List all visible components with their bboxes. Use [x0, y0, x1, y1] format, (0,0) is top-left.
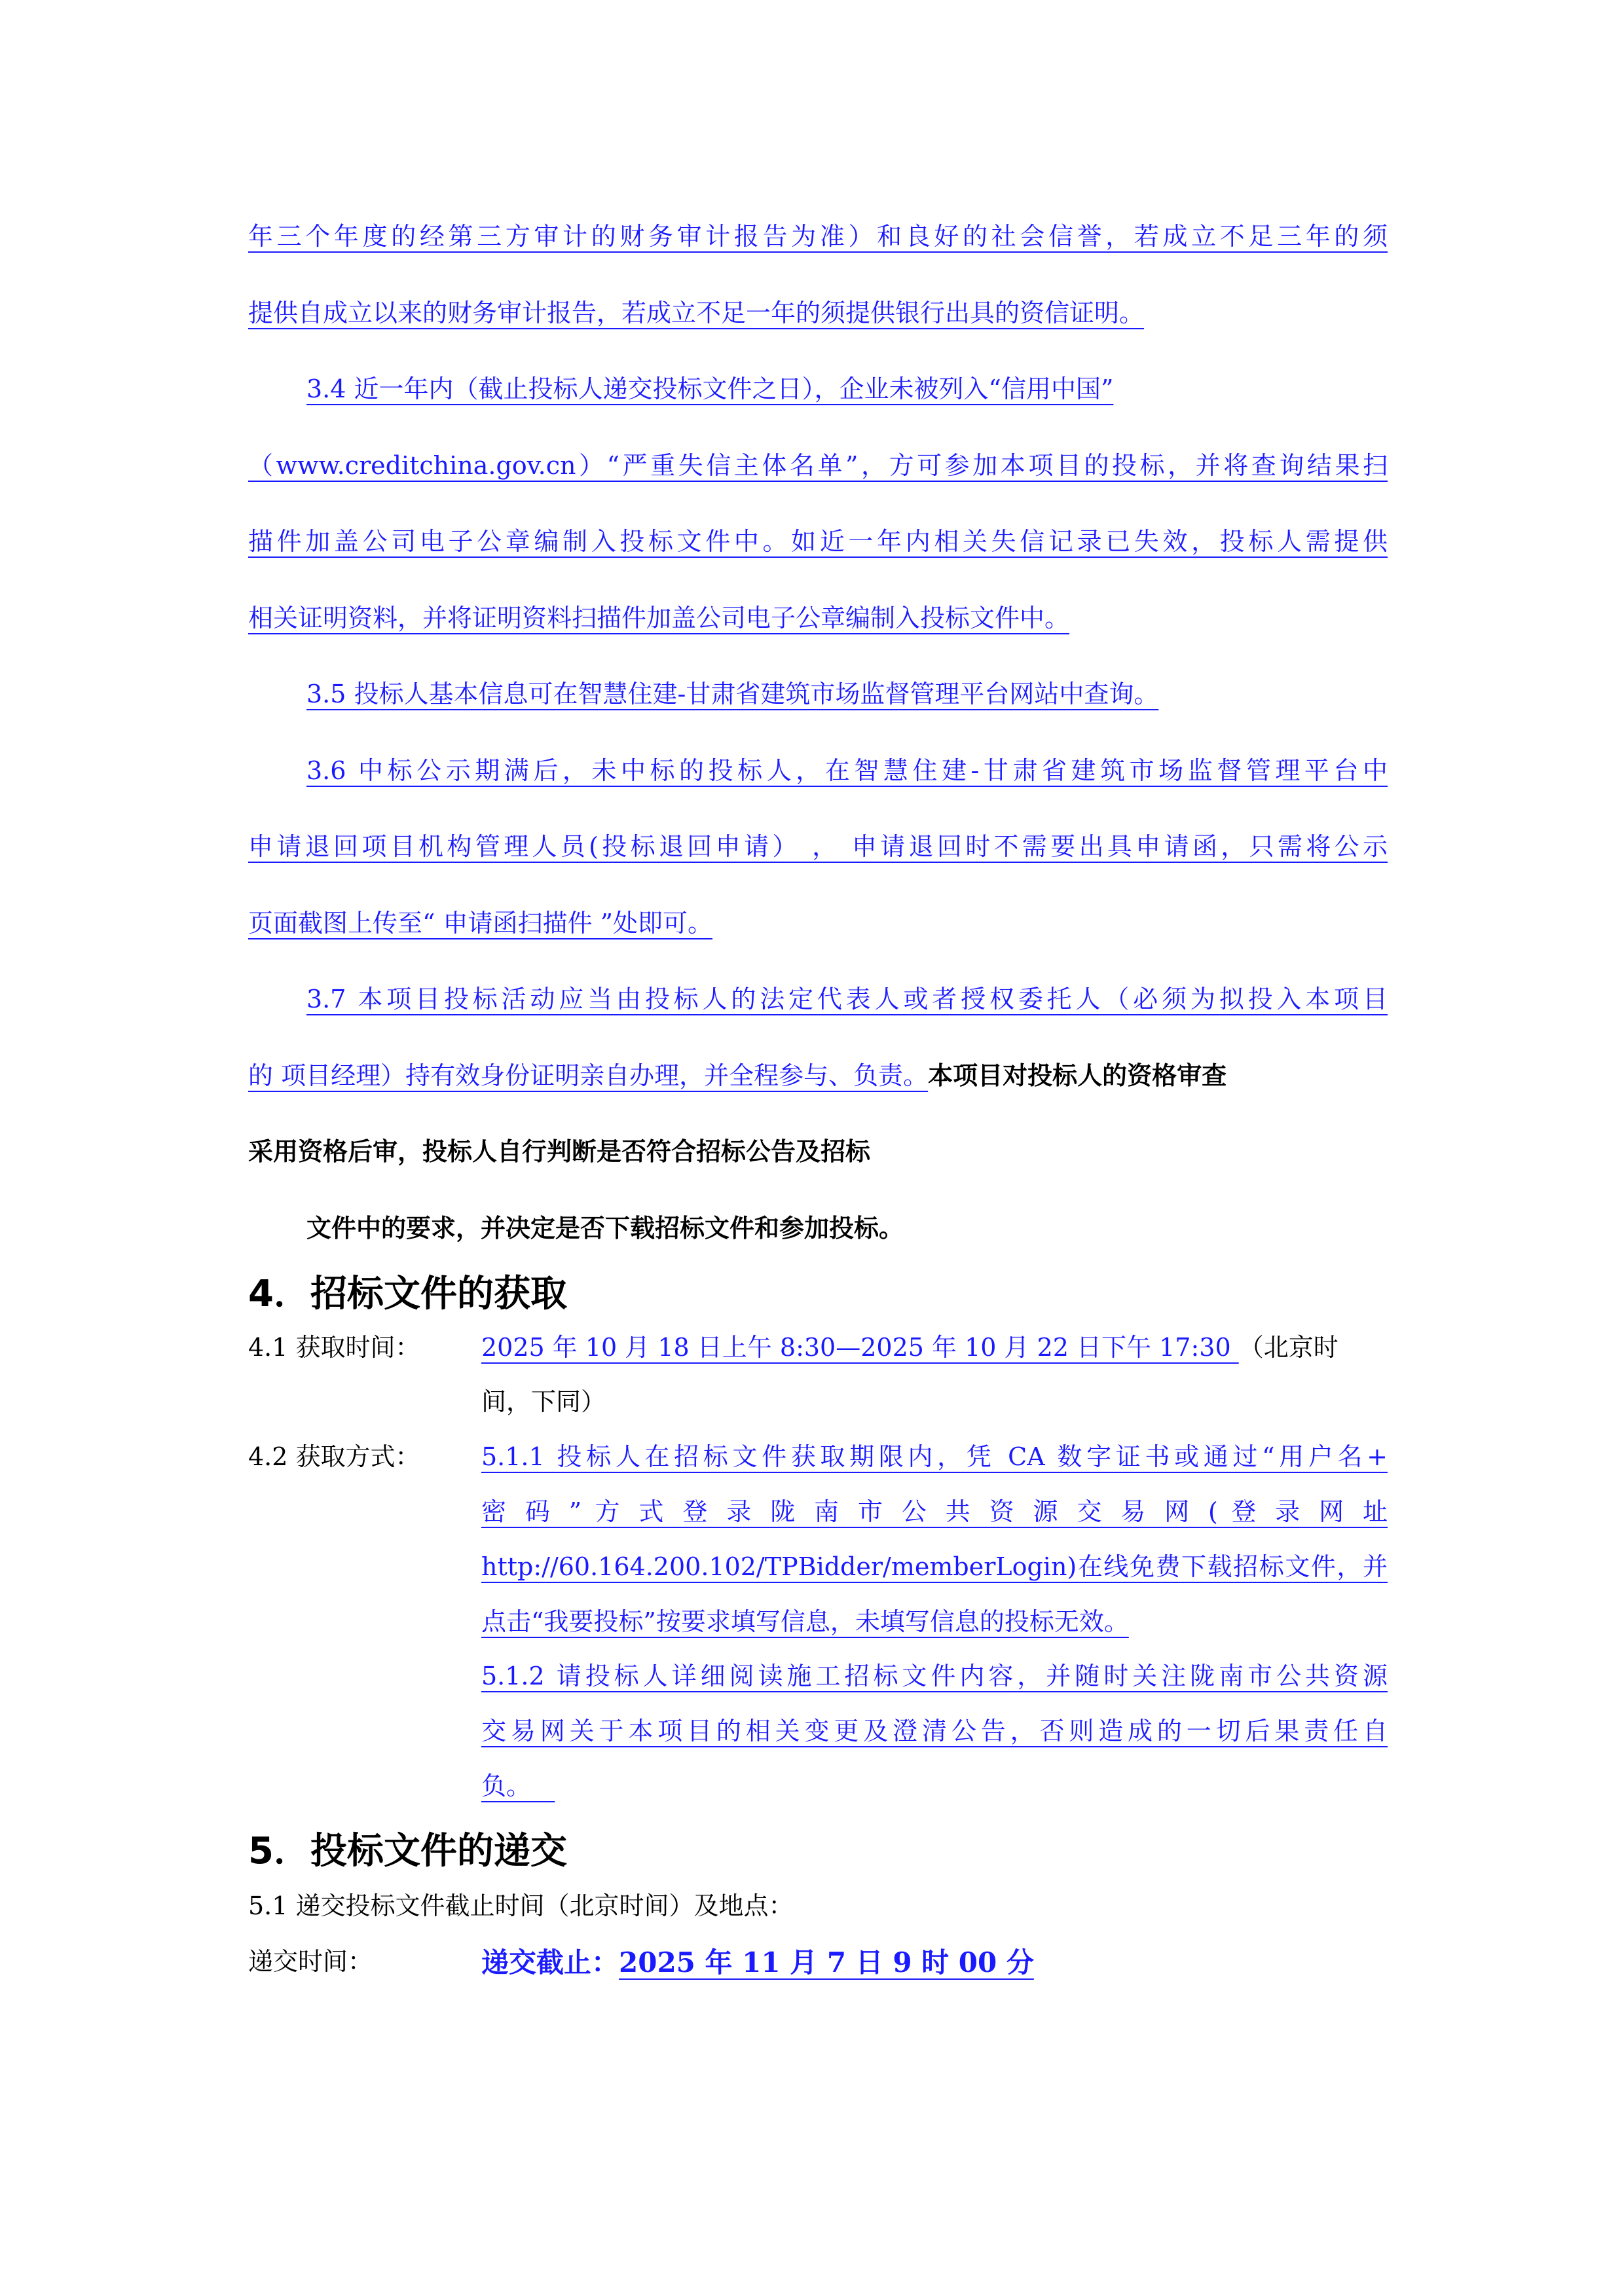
label-4-1: 4.1 获取时间： — [248, 1333, 420, 1362]
para-5-1: 5.1 递交投标文件截止时间（北京时间）及地点： — [248, 1891, 794, 1920]
value-4-1: 2025 年 10 月 18 日上午 8:30—2025 年 10 月 22 日下午 17:30 （北京时 — [481, 1333, 1338, 1362]
value-4-2-line-3: http://60.164.200.102/TPBidder/memberLogin)在线免费下载招标文件，并 — [481, 1552, 1388, 1581]
value-4-2-line-7: 负。 — [481, 1772, 532, 1800]
deadline-label: 递交时间： — [248, 1947, 373, 1976]
para-3-6-line-2: 申请退回项目机构管理人员(投标退回申请） ， 申请退回时不需要出具申请函，只需将公示 — [248, 832, 1388, 861]
section-5-heading: 5．投标文件的递交 — [248, 1830, 567, 1872]
value-4-2-line-4: 点击“我要投标”按要求填写信息，未填写信息的投标无效。 — [481, 1607, 1129, 1636]
para-3-4-line-4: 相关证明资料，并将证明资料扫描件加盖公司电子公章编制入投标文件中。 — [248, 604, 1070, 632]
label-4-2: 4.2 获取方式： — [248, 1442, 420, 1471]
deadline-value: 递交截止：2025 年 11 月 7 日 9 时 00 分 — [481, 1946, 1034, 1978]
value-4-2-line-6: 交易网关于本项目的相关变更及澄清公告，否则造成的一切后果责任自 — [481, 1717, 1388, 1745]
section-4-heading: 4．招标文件的获取 — [248, 1273, 567, 1315]
value-4-2-line-2: 密 码 ” 方 式 登 录 陇 南 市 公 共 资 源 交 易 网 ( 登 录 网 址 — [481, 1497, 1388, 1526]
para-3-4-line-1: 3.4 近一年内（截止投标人递交投标文件之日），企业未被列入“信用中国” — [306, 374, 1114, 403]
para-3-6-line-1: 3.6 中标公示期满后，未中标的投标人，在智慧住建-甘肃省建筑市场监督管理平台中 — [306, 756, 1388, 785]
para-3-7-line-3: 采用资格后审，投标人自行判断是否符合招标公告及招标 — [248, 1137, 871, 1166]
para-3-4-line-3: 描件加盖公司电子公章编制入投标文件中。如近一年内相关失信记录已失效，投标人需提供 — [248, 527, 1388, 556]
para-3-7-line-4: 文件中的要求，并决定是否下载招标文件和参加投标。 — [306, 1213, 904, 1243]
para-3-3-line-2: 提供自成立以来的财务审计报告，若成立不足一年的须提供银行出具的资信证明。 — [248, 299, 1145, 327]
value-4-2-line-1: 5.1.1 投标人在招标文件获取期限内，凭 CA 数字证书或通过“用户名+ — [481, 1442, 1388, 1471]
para-3-6-line-3: 页面截图上传至“ 申请函扫描件 ”处即可。 — [248, 909, 713, 938]
para-3-4-line-2: （www.creditchina.gov.cn）“严重失信主体名单”，方可参加本项目的投标，并将查询结果扫 — [248, 451, 1388, 480]
para-3-7-line-1: 3.7 本项目投标活动应当由投标人的法定代表人或者授权委托人（必须为拟投入本项目 — [306, 985, 1388, 1013]
value-4-1-cont: 间，下同） — [481, 1387, 606, 1416]
para-3-7-line-2: 的 项目经理）持有效身份证明亲自办理，并全程参与、负责。本项目对投标人的资格审查 — [248, 1061, 1227, 1090]
para-3-5: 3.5 投标人基本信息可在智慧住建-甘肃省建筑市场监督管理平台网站中查询。 — [306, 680, 1159, 708]
para-3-3-line-1: 年三个年度的经第三方审计的财务审计报告为准）和良好的社会信誉，若成立不足三年的须 — [248, 222, 1388, 251]
value-4-2-line-5: 5.1.2 请投标人详细阅读施工招标文件内容，并随时关注陇南市公共资源 — [481, 1662, 1388, 1690]
